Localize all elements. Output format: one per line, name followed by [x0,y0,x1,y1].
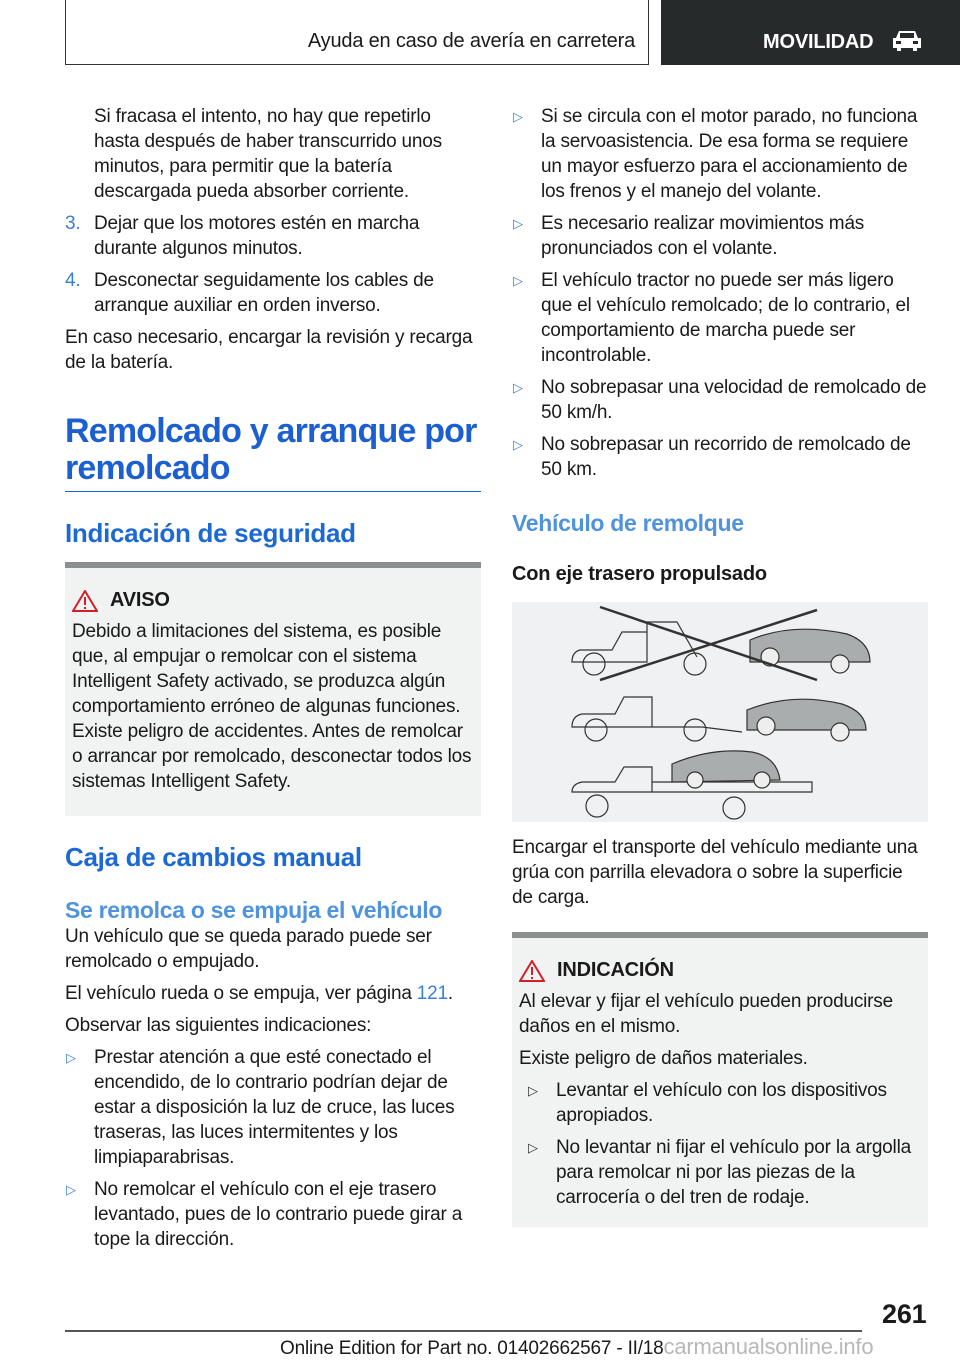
paragraph: El vehículo rueda o se empuja, ver página 121. [65,983,453,1004]
triangle-bullet-icon: ▷ [513,437,523,452]
tow-truck-figure [512,602,928,822]
triangle-bullet-icon: ▷ [528,1140,538,1155]
footer-divider [65,1330,862,1332]
step-4: 4. Desconectar seguidamente los cables de arranque auxiliar en orden inverso. [65,270,434,316]
triangle-bullet-icon: ▷ [66,1182,76,1197]
chapter-tab[interactable] [661,0,960,65]
bullet-item: ▷ No levantar ni fijar el vehículo por la argolla para remolcar ni por las piezas de la carrocería o del tren de rodaje. [528,1137,911,1208]
subsection-heading: Se remolca o se empuja el vehículo [65,897,443,923]
triangle-bullet-icon: ▷ [513,273,523,288]
paragraph: Un vehículo que se queda parado puede ser remolcado o empujado. [65,926,432,972]
minor-heading: Con eje trasero propulsado [512,563,767,585]
subsection-heading: Vehículo de remolque [512,510,744,536]
note-text: Al elevar y fijar el vehículo pueden producirse daños en el mismo. [519,991,893,1037]
paragraph: Encargar el transporte del vehículo mediante una grúa con parrilla elevadora o sobre la superficie de carga. [512,837,918,908]
page-number: 261 [882,1299,927,1329]
triangle-bullet-icon: ▷ [513,380,523,395]
towing-illustration [512,602,928,822]
triangle-bullet-icon: ▷ [513,109,523,124]
bullet-item: ▷ Prestar atención a que esté conectado el encendido, de lo contrario podrían dejar de estar a disposición la luz de cruce, las luces traseras, las luces intermitentes y los limpiaparabrisas. [66,1047,455,1168]
bullet-item: ▷ No remolcar el vehículo con el eje trasero levantado, pues de lo contrario puede girar a tope la dirección. [66,1179,463,1250]
paragraph: Observar las siguientes indicaciones: [65,1015,372,1036]
note-text: Existe peligro de daños materiales. [519,1048,808,1069]
car-icon [891,28,923,52]
chapter-heading: Remolcado y arranque por remolcado [65,413,481,492]
bullet-item: ▷ Si se circula con el motor parado, no funciona la servoasistencia. De esa forma se requiere un mayor esfuerzo para el accionamiento de los frenos y el manejo del volante. [513,106,918,202]
left-column [65,104,481,1259]
right-column [512,104,928,489]
warning-icon [72,590,98,612]
paragraph: Si fracasa el intento, no hay que repetirlo hasta después de haber transcurrido unos minutos, para permitir que la batería descargada pueda absorber corriente. [94,106,442,202]
bullet-item: ▷ Es necesario realizar movimientos más pronunciados con el volante. [513,213,865,259]
warning-icon [519,960,545,982]
page-link[interactable]: 121 [416,983,448,1004]
bullet-item: ▷ Levantar el vehículo con los dispositivos apropiados. [528,1080,887,1126]
warning-box: AVISO Debido a limitaciones del sistema, es posible que, al empujar o remolcar con el sistema Intelligent Safety activado, se produzca algún comportamiento erróneo de algunas funciones. Existe peligro de accidentes. Antes de remolcar o arrancar por remolcado, desconectar todos los sistemas Intelligent Safety. [65,562,481,816]
watermark: carmanualsonline.info [663,1334,874,1359]
bullet-item: ▷ No sobrepasar una velocidad de remolcado de 50 km/h. [513,377,927,423]
chapter-label: MOVILIDAD [763,31,874,53]
section-title: Ayuda en caso de avería en carretera [307,30,635,52]
section-heading: Caja de cambios manual [65,842,362,872]
footer: Online Edition for Part no. 01402662567 - II/18carmanualsonline.info [280,1334,874,1359]
triangle-bullet-icon: ▷ [528,1083,538,1098]
bullet-item: ▷ No sobrepasar un recorrido de remolcado de 50 km. [513,434,911,480]
warning-text: Debido a limitaciones del sistema, es posible que, al empujar o remolcar con el sistema Intelligent Safety activado, se produzca algún comportamiento erróneo de algunas funciones. Existe peligro de accidentes. Antes de remolcar o arrancar por remolcado, desconectar todos los sistemas Intelligent Safety. [72,621,472,792]
section-heading: Indicación de seguridad [65,518,356,548]
paragraph: En caso necesario, encargar la revisión y recarga de la batería. [65,327,473,373]
step-3: 3. Dejar que los motores estén en marcha durante algunos minutos. [65,213,420,259]
note-box: INDICACIÓN Al elevar y fijar el vehículo pueden producirse daños en el mismo. Existe peligro de daños materiales. ▷ Levantar el vehículo con los dispositivos apropiados. ▷ No levantar ni fijar el vehículo por la argolla para remolcar ni por las piezas de la carrocería o del tren de rodaje. [512,932,928,1227]
bullet-item: ▷ El vehículo tractor no puede ser más ligero que el vehículo remolcado; de lo contrario, el comportamiento de marcha puede ser incontrolable. [513,270,910,366]
triangle-bullet-icon: ▷ [66,1050,76,1065]
triangle-bullet-icon: ▷ [513,216,523,231]
